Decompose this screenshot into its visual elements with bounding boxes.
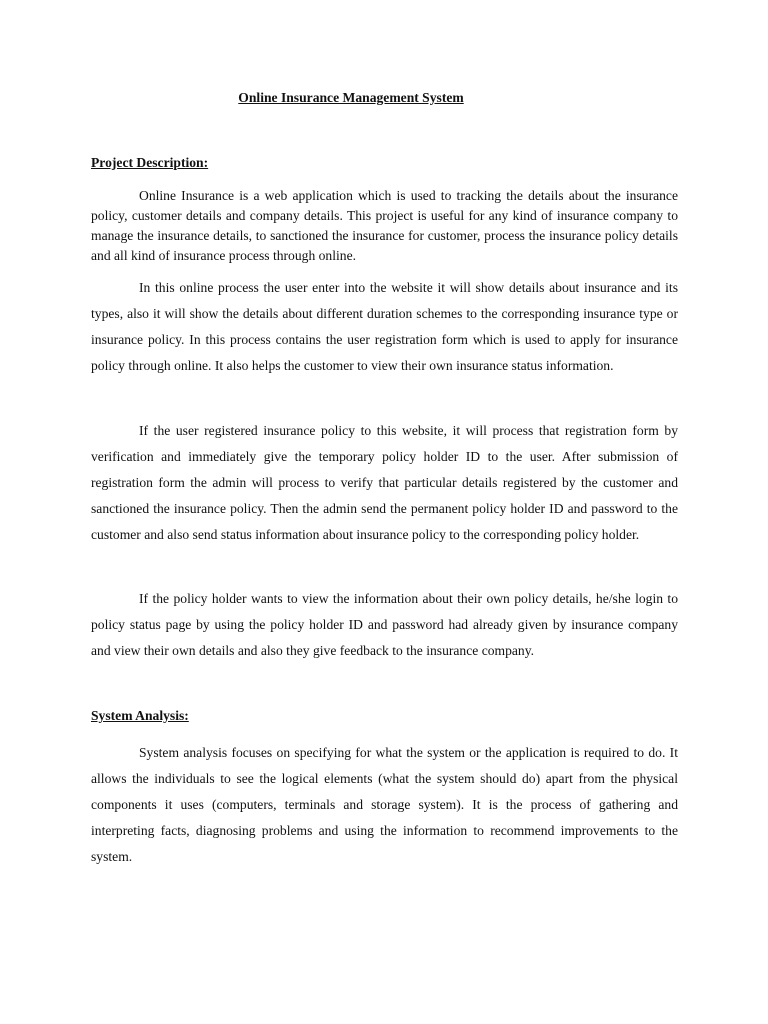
paragraph-project-description-4: If the policy holder wants to view the information about their own policy details, he/she login to policy status page by using the policy holder ID and password had already given by insurance company and view their own details and also they give feedback to the insurance company.: [91, 591, 678, 658]
paragraph-system-analysis-1: System analysis focuses on specifying for what the system or the application is required to do. It allows the individuals to see the logical elements (what the system should do) apart from the physical components it uses (computers, terminals and storage system). It is the process of gathering and interpreting facts, diagnosing problems and using the information to recommend improvements to the system.: [91, 745, 678, 864]
paragraph-project-description-1: Online Insurance is a web application which is used to tracking the details about the insurance policy, customer details and company details. This project is useful for any kind of insurance company to manage the insurance details, to sanctioned the insurance for customer, process the insurance policy details and all kind of insurance process through online.: [91, 188, 678, 263]
section-heading-project-description: Project Description:: [91, 155, 209, 170]
section-heading-system-analysis: System Analysis:: [91, 708, 189, 723]
paragraph-project-description-2: In this online process the user enter into the website it will show details about insurance and its types, also it will show the details about different duration schemes to the corresponding insurance type or insurance policy. In this process contains the user registration form which is used to apply for insurance policy through online. It also helps the customer to view their own insurance status information.: [91, 280, 678, 373]
document-title: Online Insurance Management System: [238, 90, 464, 105]
paragraph-project-description-3: If the user registered insurance policy to this website, it will process that registration form by verification and immediately give the temporary policy holder ID to the user. After submission of registration form the admin will process to verify that particular details registered by the customer and sanctioned the insurance policy. Then the admin send the permanent policy holder ID and password to the customer and also send status information about insurance policy to the corresponding policy holder.: [91, 423, 678, 542]
